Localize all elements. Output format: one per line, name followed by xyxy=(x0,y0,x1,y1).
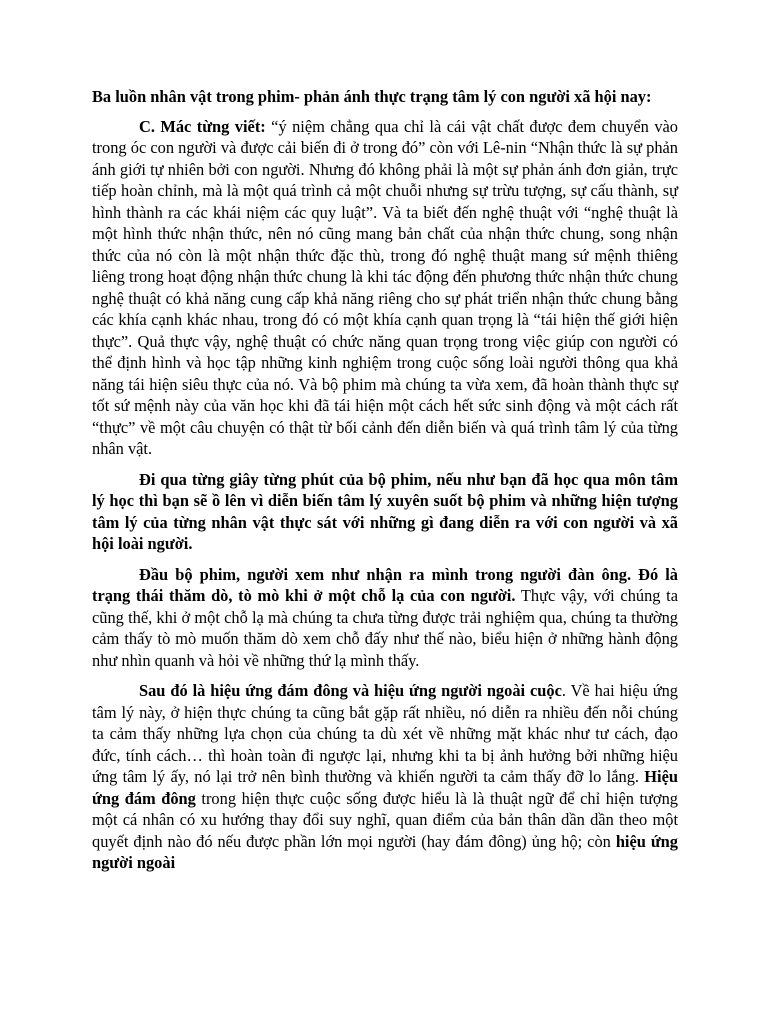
paragraph-lead: Sau đó là hiệu ứng đám đông và hiệu ứng người ngoài cuộc xyxy=(139,681,562,700)
paragraph-body: Thực vậy, với chúng ta cũng thế, khi ở một chỗ lạ mà chúng ta chưa từng được trải nghiệm qua, chúng ta thường cảm thấy tò mò muốn thăm dò xem chỗ đấy như thế nào, biểu hiện ở những hành động như nhìn quanh và hỏi về những thứ lạ mình thấy. xyxy=(92,586,679,670)
paragraph-body: trong hiện thực cuộc sống được hiểu là là thuật ngữ để chỉ hiện tượng một cá nhân có xu hướng thay đổi suy nghĩ, quan điểm của bản thân dần dần theo một quyết định nào đó nếu được phần lớn mọi người (hay đám đông) ủng hộ; còn xyxy=(92,788,678,851)
document-heading: Ba luồn nhân vật trong phim- phản ánh thực trạng tâm lý con người xã hội nay: xyxy=(92,87,652,106)
paragraph-body: “ý niệm chẳng qua chỉ là cái vật chất được đem chuyển vào trong óc con người và được cải biến đi ở trong đó” còn với Lê-nin “Nhận thức là sự phản ánh giới tự nhiên bởi con người. Nhưng đó không phải là một sự phản ánh đơn giản, trực tiếp hoàn chỉnh, mà là một quá trình cả một chuỗi nhưng sự trừu tượng, sự cấu thành, sự hình thành ra các khái niệm các quy luật”. Và ta biết đến nghệ thuật với “nghệ thuật là một hình thức nhận thức, nên nó cũng mang bản chất của nhận thức chung, song nhận thức của nó còn là một nhận thức đặc thù, trong đó nghệ thuật mang sứ mệnh thiêng liêng trong hoạt động nhận thức chung là khi tác động đến phương thức nhận thức chung nghệ thuật có khả năng cung cấp khả năng riêng cho sự phát triển nhận thức chung bằng các khía cạnh khác nhau, trong đó có một khía cạnh quan trọng là “tái hiện thế giới hiện thực”. Quả thực vậy, nghệ thuật có chức năng quan trọng trong việc giúp con người có thể định hình và học tập những kinh nghiệm trong cuộc sống loài người thông qua khả năng tái hiện siêu thực của nó. Và bộ phim mà chúng ta vừa xem, đã hoàn thành thực sự tốt sứ mệnh này của văn học khi đã tái hiện một cách hết sức sinh động và một cách rất “thực” về một câu chuyện có thật từ bối cảnh đến diễn biến và quá trình tâm lý của từng nhân vật. xyxy=(92,116,678,458)
paragraph-lead: C. Mác từng viết: xyxy=(139,116,266,136)
paragraph-body: . Về hai hiệu ứng tâm lý này, ở hiện thực chúng ta cũng bắt gặp rất nhiều, nó diễn ra nhiều đến nỗi chúng ta cảm thấy những lựa chọn của chúng ta dù xét về những mặt khác như tư cách, đạo đức, tính cách… thì hoàn toàn đi ngược lại, nhưng khi ta bị ảnh hưởng bởi những hiệu ứng tâm lý ấy, nó lại trở nên bình thường và khiến người ta cảm thấy đỡ lo lắng. xyxy=(92,681,678,786)
paragraph-marx-lenin xyxy=(92,116,678,460)
paragraph-crowd-effect xyxy=(92,680,678,874)
document-page xyxy=(92,86,678,883)
term-bystander-effect: hiệu ứng người ngoài xyxy=(92,831,678,872)
paragraph-lead: Đầu bộ phim, người xem như nhận ra mình trong người đàn ông. Đó là trạng thái thăm dò, tò mò khi ở một chỗ lạ của con người. xyxy=(92,564,678,605)
paragraph-curiosity xyxy=(92,564,678,672)
term-crowd-effect: Hiệu ứng đám đông xyxy=(92,767,678,808)
paragraph-psychology-overview: Đi qua từng giây từng phút của bộ phim, nếu như bạn đã học qua môn tâm lý học thì bạn sẽ ồ lên vì diễn biến tâm lý xuyên suốt bộ phim và những hiện tượng tâm lý của từng nhân vật thực sát với những gì đang diễn ra với con người và xã hội loài người. xyxy=(92,469,678,553)
